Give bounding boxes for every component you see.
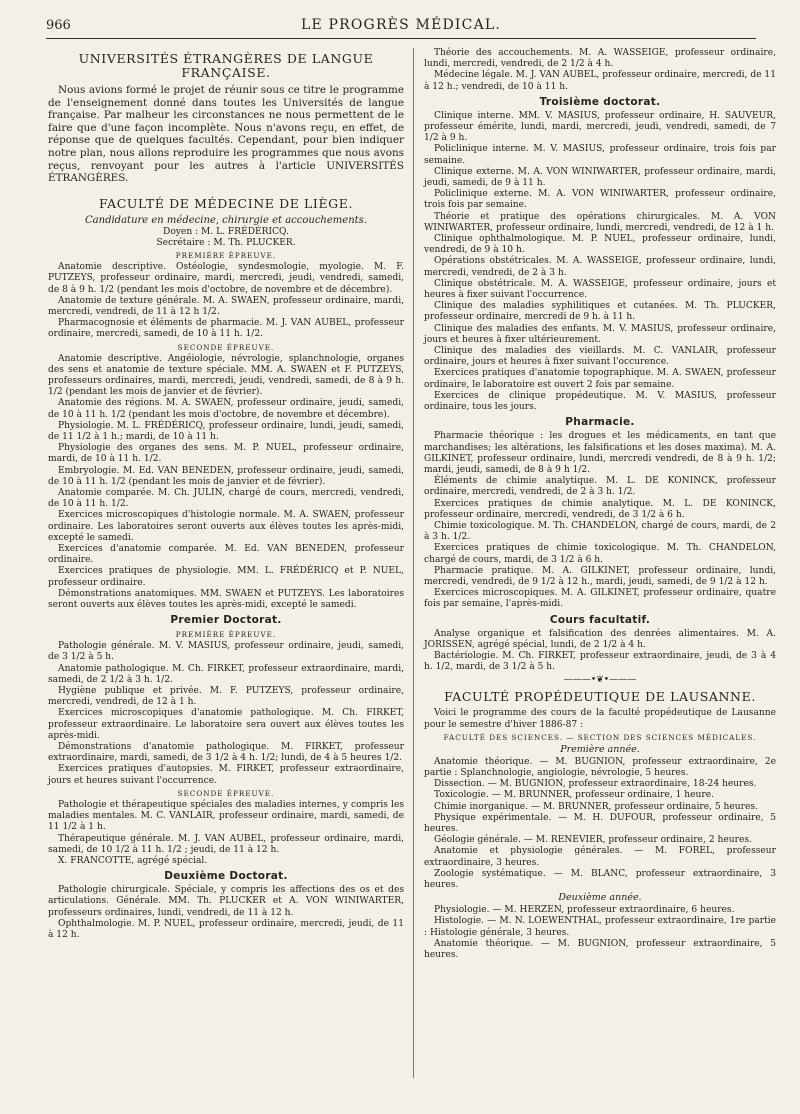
course-entry: Pharmacie pratique. M. A. GILKINET, professeur ordinaire, lundi, mercredi, vendredi, de 9 1/2 à 12 h., mardi, jeudi, samedi, de 9 1/2 à 12 h. [424,565,776,587]
course-entry: Clinique des maladies des vieillards. M. C. VANLAIR, professeur ordinaire, jours et heures à fixer suivant l'occurence. [424,346,776,368]
course-entry: Analyse organique et falsification des denrées alimentaires. M. A. JORISSEN, agrégé spécial, lundi, de 2 1/2 à 4 h. [424,628,776,650]
course-entry: Exercices pratiques de chimie toxicologique. M. Th. CHANDELON, chargé de cours, mardi, de 3 1/2 à 6 h. [424,543,776,565]
course-entry: Médecine légale. M. J. VAN AUBEL, professeur ordinaire, mercredi, de 11 à 12 h.; vendredi, de 10 à 11 h. [424,70,776,92]
course-entry: Physiologie. M. L. FRÉDÉRICQ, professeur ordinaire, lundi, jeudi, samedi, de 11 1/2 à 1 h.; mardi, de 10 à 11 h. [48,420,404,442]
course-entry: Exercices microscopiques d'anatomie pathologique. M. Ch. FIRKET, professeur extraordinaire. Le laboratoire sera ouvert aux élèves toutes les après-midi. [48,708,404,741]
course-entry: Pharmacognosie et éléments de pharmacie. M. J. VAN AUBEL, professeur ordinaire, mercredi, samedi, de 10 à 11 h. 1/2. [48,318,404,340]
heading-troisieme-doctorat: Troisième doctorat. [539,95,661,108]
heading-deuxieme-annee: Deuxième année. [558,892,642,904]
course-entry: Exercices microscopiques. M. A. GILKINET, professeur ordinaire, quatre fois par semaine, l'après-midi. [424,588,776,610]
section-title-lausanne: FACULTÉ PROPÉDEUTIQUE DE LAUSANNE. [444,689,756,705]
left-column [48,48,404,941]
section-title-liege: FACULTÉ DE MÉDECINE DE LIÈGE. [98,195,354,211]
course-entry: Anatomie pathologique. M. Ch. FIRKET, professeur extraordinaire, mardi, samedi, de 2 1/2 à 3 h. 1/2. [48,663,404,685]
course-entry: Policlinique interne. M. V. MASIUS, professeur ordinaire, trois fois par semaine. [424,144,776,166]
course-entry: Dissection. — M. BUGNION, professeur extraordinaire, 18-24 heures. [434,779,757,790]
course-entry: Pathologie et thérapeutique spéciales des maladies internes, y compris les maladies mentales. M. C. VANLAIR, professeur ordinaire, mardi, samedi, de 11 1/2 à 1 h. [48,799,404,833]
heading-deuxieme-doctorat: Deuxième Doctorat. [164,870,288,883]
heading-cours-facultatif: Cours facultatif. [549,613,651,626]
secretaire-line: Secrétaire : M. Th. PLUCKER. [156,237,296,248]
course-entry: Physique expérimentale. — M. H. DUFOUR, professeur ordinaire, 5 heures. [424,812,776,834]
course-entry: Exercices d'anatomie comparée. M. Ed. VAN BENEDEN, professeur ordinaire. [48,544,404,566]
course-entry: Bactériologie. M. Ch. FIRKET, professeur extraordinaire, jeudi, de 3 à 4 h. 1/2, mardi, de 3 1/2 à 5 h. [424,650,776,673]
course-entry: Hygiène publique et privée. M. F. PUTZEYS, professeur ordinaire, mercredi, vendredi, de 12 à 1 h. [48,686,404,708]
page-number: 966 [46,18,71,33]
intro-paragraph: Nous avions formé le projet de réunir sous ce titre le programme de l'enseignement donné dans toutes les Universités de langue française. Par malheur les circonstances ne nous permettent de le faire que d'une façon incomplète. Nous n'avons reçu, en effet, de réponse que de quelques facultés. Cependant, pour bien indiquer notre plan, nous allons reproduire les programmes que nous avons reçus, renvoyant pour les autres à l'article UNIVERSITÉS ÉTRANGÈRES. [48,84,404,185]
course-entry: Opérations obstétricales. M. A. WASSEIGE, professeur ordinaire, lundi, mercredi, vendredi, de 2 à 3 h. [424,256,776,278]
course-entry: Éléments de chimie analytique. M. L. DE KONINCK, professeur ordinaire, mercredi, vendredi, de 2 à 3 h. 1/2. [424,476,776,498]
course-entry: Ophthalmologie. M. P. NUEL, professeur ordinaire, mercredi, jeudi, de 11 à 12 h. [48,918,404,940]
course-entry: Anatomie descriptive. Angéiologie, névrologie, splanchnologie, organes des sens et anatomie de texture spéciale. MM. A. SWAEN et F. PUTZEYS, professeurs ordinaires, mardi, mercredi, jeudi, vendredi, samedi, de 8 à 9 h. 1/2 (pendant les mois de janvier et de février). [48,353,404,398]
course-entry: Géologie générale. — M. RENEVIER, professeur ordinaire, 2 heures. [434,835,752,846]
course-entry: Exercices pratiques d'anatomie topographique. M. A. SWAEN, professeur ordinaire, le laboratoire est ouvert 2 fois par semaine. [424,368,776,390]
course-entry: Anatomie comparée. M. Ch. JULIN, chargé de cours, mercredi, vendredi, de 10 à 11 h. 1/2. [48,488,404,510]
column-divider [413,48,414,1078]
course-entry: Zoologie systématique. — M. BLANC, professeur extraordinaire, 3 heures. [424,868,776,890]
course-entry: Démonstrations d'anatomie pathologique. M. FIRKET, professeur extraordinaire, mardi, samedi, de 3 1/2 à 4 h. 1/2; lundi, de 4 à 5 heures 1/2. [48,742,404,764]
course-entry: Clinique interne. MM. V. MASIUS, professeur ordinaire, H. SAUVEUR, professeur émérite, lundi, mardi, mercredi, jeudi, vendredi, samedi, de 7 1/2 à 9 h. [424,110,776,144]
lausanne-intro: Voici le programme des cours de la faculté propédeutique de Lausanne pour le semestre d'hiver 1886-87 : [424,708,776,730]
course-entry: Clinique ophthalmologique. M. P. NUEL, professeur ordinaire, lundi, vendredi, de 9 à 10 h. [424,234,776,256]
course-entry: Chimie inorganique. — M. BRUNNER, professeur ordinaire, 5 heures. [434,801,758,812]
page-header [46,16,756,38]
course-entry: Histologie. — M. N. LOEWENTHAL, professeur extraordinaire, 1re partie : Histologie générale, 3 heures. [424,916,776,938]
course-entry: Physiologie des organes des sens. M. P. NUEL, professeur ordinaire, mardi, de 10 à 11 h. 1/2. [48,443,404,465]
course-entry: Clinique obstétricale. M. A. WASSEIGE, professeur ordinaire, jours et heures à fixer suivant l'occurrence. [424,278,776,301]
heading-premiere-annee: Première année. [560,743,640,755]
heading-pharmacie: Pharmacie. [565,416,635,429]
course-entry: Pathologie chirurgicale. Spéciale, y compris les affections des os et des articulations. Générale. MM. Th. PLUCKER et A. VON WINIWARTER, professeurs ordinaires, lundi, vendredi, de 11 à 12 h. [48,885,404,918]
ornament-separator: ———•❦•——— [563,675,637,686]
course-entry: Anatomie théorique. — M. BUGNION, professeur extraordinaire, 2e partie : Splanchnologie, angiologie, névrologie, 5 heures. [424,756,776,778]
course-entry: Policlinique externe. M. A. VON WINIWARTER, professeur ordinaire, trois fois par semaine. [424,189,776,211]
course-entry: Embryologie. M. Ed. VAN BENEDEN, professeur ordinaire, jeudi, samedi, de 10 à 11 h. 1/2 (pendant les mois de janvier et de février). [48,465,404,487]
epreuve-heading: PREMIÈRE ÉPREUVE. [175,251,277,261]
course-entry: Exercices pratiques de chimie analytique. M. L. DE KONINCK, professeur ordinaire, mercredi, vendredi, de 3 1/2 à 6 h. [424,498,776,520]
header-rule [46,38,756,39]
heading-premier-doctorat: Premier Doctorat. [170,614,282,627]
section-title-universites: UNIVERSITÉS ÉTRANGÈRES DE LANGUE FRANÇAISE. [78,51,374,80]
course-entry: Anatomie descriptive. Ostéologie, syndesmologie, myologie. M. F. PUTZEYS, professeur ordinaire, mardi, mercredi, jeudi, vendredi, samedi, de 8 à 9 h. 1/2 (pendant les mois d'octobre, de novembre et de décembre). [48,262,404,295]
course-entry: Théorie des accouchements. M. A. WASSEIGE, professeur ordinaire, lundi, mercredi, vendredi, de 2 1/2 à 4 h. [424,48,776,70]
course-entry: Physiologie. — M. HERZEN, professeur extraordinaire, 6 heures. [434,905,735,916]
course-entry: X. FRANCOTTE, agrégé spécial. [58,855,208,866]
course-entry: Clinique des maladies des enfants. M. V. MASIUS, professeur ordinaire, jours et heures à fixer ultérieurement. [424,323,776,345]
course-entry: Thérapeutique générale. M. J. VAN AUBEL, professeur ordinaire, mardi, samedi, de 10 1/2 à 11 h. 1/2 ; jeudi, de 11 à 12 h. [48,833,404,855]
epreuve-heading: SECONDE ÉPREUVE. [177,342,275,352]
course-entry: Exercices de clinique propédeutique. M. V. MASIUS, professeur ordinaire, tous les jours. [424,390,776,413]
course-entry: Démonstrations anatomiques. MM. SWAEN et PUTZEYS. Les laboratoires seront ouverts aux élèves toutes les après-midi, excepté le samedi. [48,588,404,611]
course-entry: Toxicologie. — M. BRUNNER, professeur ordinaire, 1 heure. [434,790,715,801]
faculty-subtitle: Candidature en médecine, chirurgie et accouchements. [85,214,367,226]
course-entry: Clinique des maladies syphilitiques et cutanées. M. Th. PLUCKER, professeur ordinaire, mercredi de 9 h. à 11 h. [424,301,776,323]
course-entry: Chimie toxicologique. M. Th. CHANDELON, chargé de cours, mardi, de 2 à 3 h. 1/2. [424,520,776,543]
sections-heading: FACULTÉ DES SCIENCES. — SECTION DES SCIENCES MÉDICALES. [443,732,757,742]
course-entry: Exercices pratiques d'autopsies. M. FIRKET, professeur extraordinaire, jours et heures suivant l'occurrence. [48,764,404,786]
course-entry: Exercices pratiques de physiologie. MM. L. FRÉDÉRICQ et P. NUEL, professeur ordinaire. [48,566,404,588]
epreuve-heading: SECONDE ÉPREUVE. [177,788,275,798]
course-entry: Anatomie des régions. M. A. SWAEN, professeur ordinaire, jeudi, samedi, de 10 à 11 h. 1/2 (pendant les mois d'octobre, de novembre et décembre). [48,398,404,420]
course-entry: Anatomie et physiologie générales. — M. FOREL, professeur extraordinaire, 3 heures. [424,846,776,868]
epreuve-heading: PREMIÈRE ÉPREUVE. [175,630,277,640]
course-entry: Exercices microscopiques d'histologie normale. M. A. SWAEN, professeur ordinaire. Les laboratoires seront ouverts aux élèves toutes les après-midi, excepté le samedi. [48,510,404,543]
course-entry: Théorie et pratique des opérations chirurgicales. M. A. VON WINIWARTER, professeur ordinaire, lundi, mercredi, vendredi, de 12 à 1 h. [424,211,776,233]
course-entry: Pathologie générale. M. V. MASIUS, professeur ordinaire, jeudi, samedi, de 3 1/2 à 5 h. [48,641,404,663]
right-column [424,48,776,961]
course-entry: Pharmacie théorique : les drogues et les médicaments, en tant que marchandises; les altérations, les falsifications et les doses maxima). M. A. GILKINET, professeur ordinaire, lundi, mercredi vendredi, de 8 à 9 h. 1/2; mardi, jeudi, samedi, de 8 à 9 h 1/2. [424,431,776,475]
course-entry: Clinique externe. M. A. VON WINIWARTER, professeur ordinaire, mardi, jeudi, samedi, de 9 à 11 h. [424,166,776,189]
course-entry: Anatomie théorique. — M. BUGNION, professeur extraordinaire, 5 heures. [424,938,776,961]
journal-title: LE PROGRÈS MÉDICAL. [300,17,502,33]
course-entry: Anatomie de texture générale. M. A. SWAEN, professeur ordinaire, mardi, mercredi, vendredi, de 11 à 12 h 1/2. [48,295,404,317]
doyen-line: Doyen : M. L. FRÉDÉRICQ. [163,226,289,237]
